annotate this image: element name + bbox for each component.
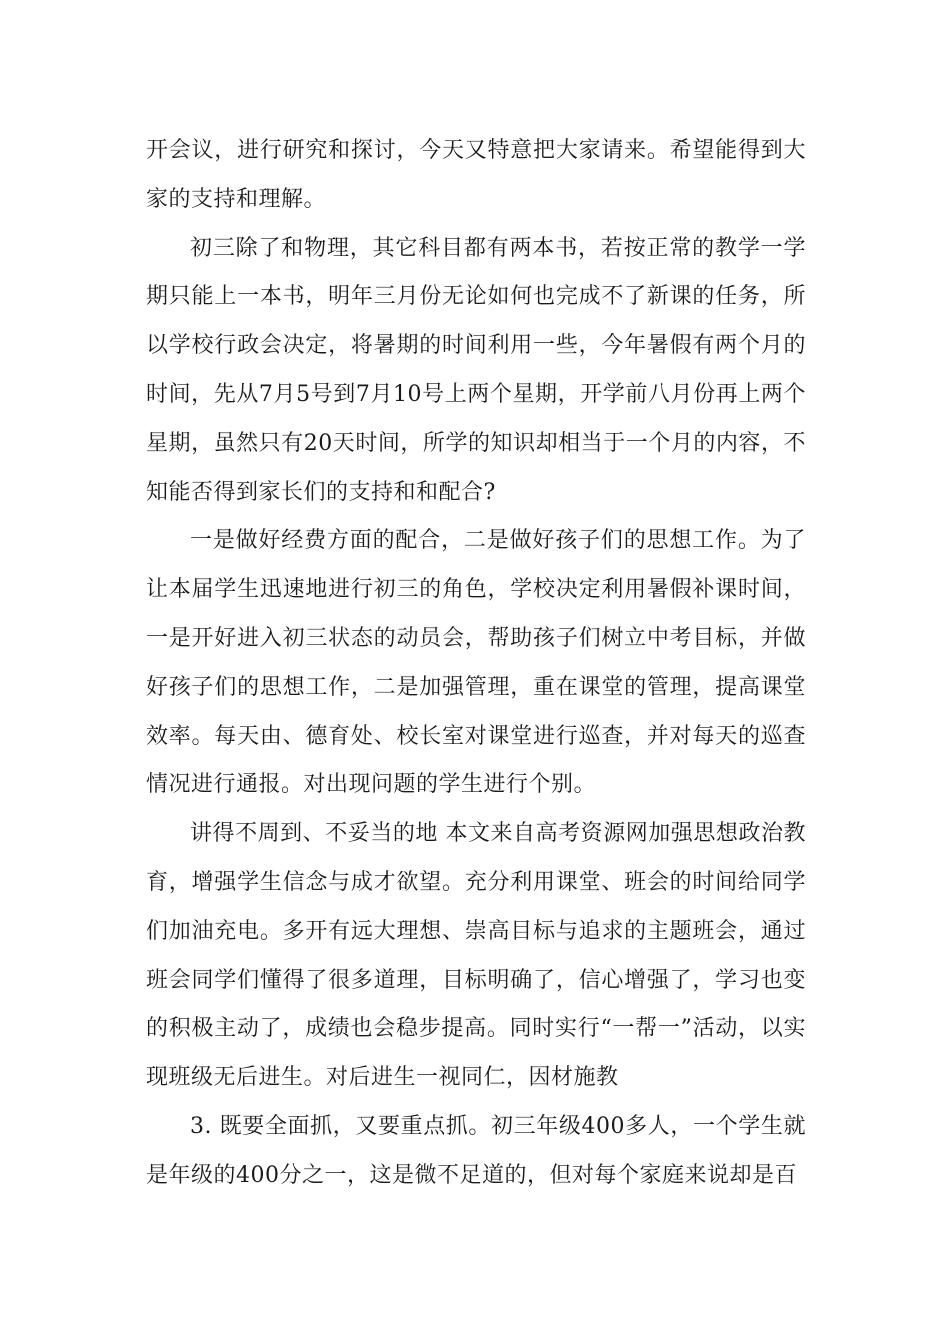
paragraph-education: 讲得不周到、不妥当的地 本文来自高考资源网加强思想政治教育，增强学生信念与成才欲望。充分利用课堂、班会的时间给同学们加油充电。多开有远大理想、崇高目标与追求的主题班会，通过班会同学们懂得了很多道理，目标明确了，信心增强了，学习也变的积极主动了，成绩也会稳步提高。同时实行“一帮一”活动，以实现班级无后进生。对后进生一视同仁，因材施教 xyxy=(146,821,806,1091)
paragraph-cooperation: 一是做好经费方面的配合，二是做好孩子们的思想工作。为了让本届学生迅速地进行初三的角色，学校决定利用暑假补课时间，一是开好进入初三状态的动员会，帮助孩子们树立中考目标，并做好孩子们的思想工作，二是加强管理，重在课堂的管理，提高课堂效率。每天由、德育处、校长室对课堂进行巡查，并对每天的巡查情况进行通报。对出现问题的学生进行个别。 xyxy=(146,528,806,798)
paragraph-schedule: 初三除了和物理，其它科目都有两本书，若按正常的教学一学期只能上一本书，明年三月份无论如何也完成不了新课的任务，所以学校行政会决定，将暑期的时间利用一些，今年暑假有两个月的时间，先从7月5号到7月10号上两个星期，开学前八月份再上两个星期，虽然只有20天时间，所学的知识却相当于一个月的内容，不知能否得到家长们的支持和和配合? xyxy=(146,235,806,505)
paragraph-continuation: 开会议，进行研究和探讨，今天又特意把大家请来。希望能得到大家的支持和理解。 xyxy=(146,138,806,212)
document-body xyxy=(146,127,806,1201)
paragraph-point-3: 3. 既要全面抓，又要重点抓。初三年级400多人，一个学生就是年级的400分之一，这是微不足道的，但对每个家庭来说却是百 xyxy=(146,1113,806,1188)
